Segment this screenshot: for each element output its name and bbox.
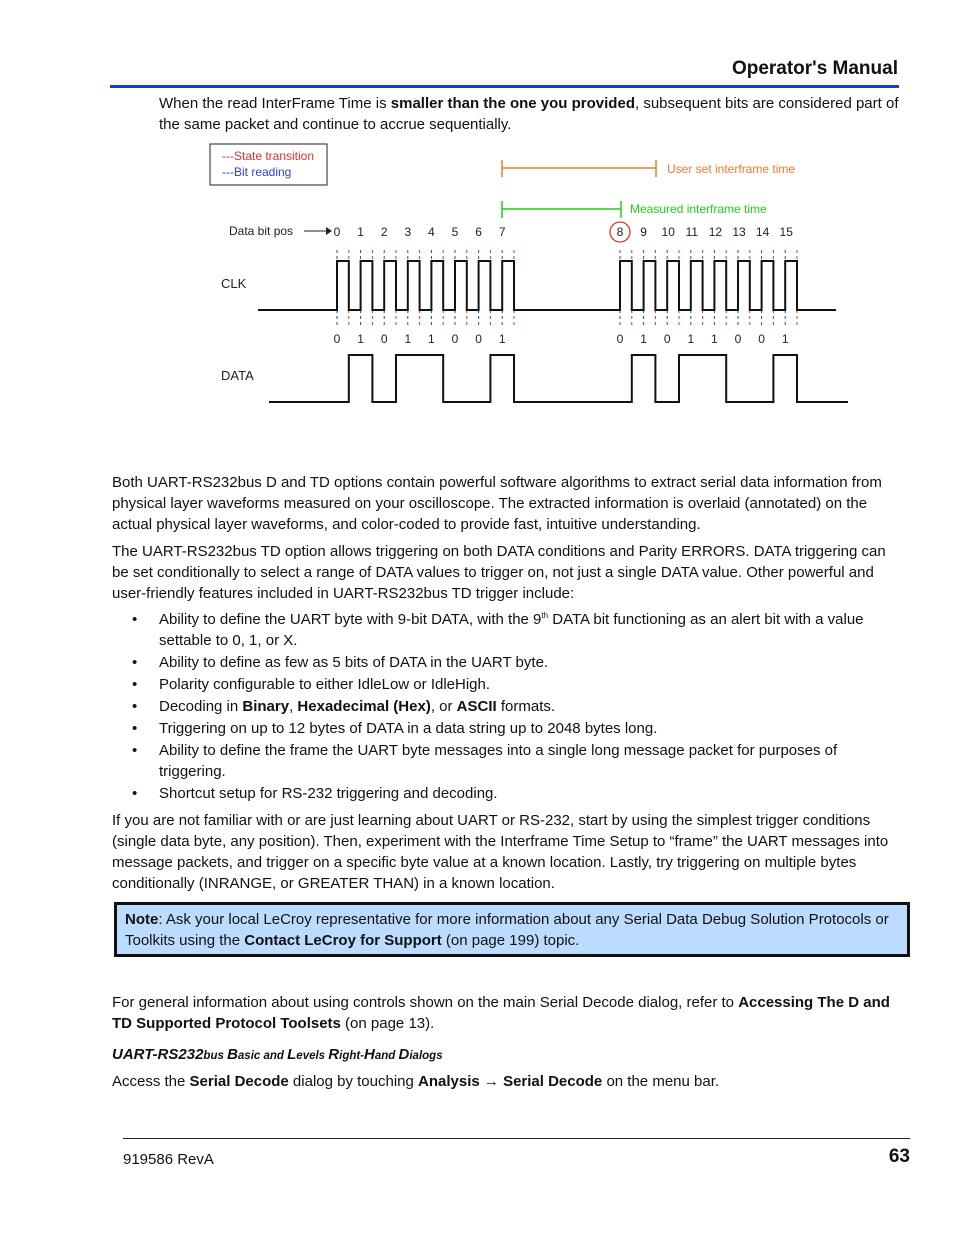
bit-position-label: 7: [498, 225, 506, 239]
bit-pos-arrow-icon: [326, 227, 332, 235]
list-item: • Ability to define as few as 5 bits of DATA in the UART byte.: [112, 652, 902, 673]
intro-paragraph: When the read InterFrame Time is smaller than the one you provided, subsequent bits are considered part of the same packet and continue to accrue sequentially.: [159, 95, 899, 133]
measured-interframe-label: Measured interframe time: [630, 202, 767, 216]
bit-position-label: 14: [755, 225, 770, 239]
bit-position-label: 11: [685, 225, 699, 239]
data-bit-value: 0: [734, 332, 742, 346]
bit-position-label: 10: [661, 225, 675, 239]
bit-position-label: 4: [428, 225, 435, 239]
note-label: Note: [125, 911, 159, 928]
data-bit-value: 0: [451, 332, 459, 346]
diagram-legend: [210, 144, 327, 185]
user-interframe-marker: [502, 160, 795, 177]
bit-position-label: 3: [404, 225, 412, 239]
data-bit-pos-label: Data bit pos: [229, 224, 294, 238]
data-bit-value: 0: [758, 332, 765, 346]
page-number: 63: [888, 1146, 910, 1167]
data-bit-value: 1: [687, 332, 695, 346]
data-bit-value: 1: [711, 332, 718, 346]
bit-position-labels: [334, 225, 794, 239]
paragraph-access: Access the Serial Decode dialog by touching Analysis → Serial Decode on the menu bar.: [112, 1073, 720, 1090]
accessing-toolsets-link[interactable]: Accessing The D and TD Supported Protocol Toolsets: [112, 994, 890, 1032]
data-bit-value: 0: [333, 332, 341, 346]
list-item: • Triggering on up to 12 bytes of DATA in a data string up to 2048 bytes long.: [112, 718, 902, 739]
bit-position-label: 9: [640, 225, 647, 239]
list-item: • Ability to define the UART byte with 9-bit DATA, with the 9th DATA bit functioning as an alert bit with a value settable to 0, 1, or X.: [112, 609, 902, 651]
paragraph-general-info: For general information about using controls shown on the main Serial Decode dialog, refer to Accessing The D and TD Supported Protocol Toolsets (on page 13).: [112, 994, 890, 1032]
data-bit-value: 0: [380, 332, 388, 346]
footer-rule: [123, 1138, 910, 1139]
clk-waveform: [258, 261, 836, 310]
data-waveform: [269, 355, 848, 402]
bit-position-label: 13: [732, 225, 746, 239]
bit-position-label: 1: [357, 225, 364, 239]
data-bit-value: 0: [475, 332, 482, 346]
data-bit-value: 1: [357, 332, 364, 346]
list-item: • Decoding in Binary, Hexadecimal (Hex), or ASCII formats.: [112, 696, 902, 717]
data-bit-value: 1: [640, 332, 647, 346]
legend-bit-reading: ---Bit reading: [222, 165, 292, 179]
paragraph-overview: Both UART-RS232bus D and TD options contain powerful software algorithms to extract serial data information from physical layer waveforms measured on your oscilloscope. The extracted information is overlaid (annotated) on the actual physical layer waveforms, and color-coded to provide fast, intuitive understanding.: [112, 474, 882, 533]
data-bit-value: 1: [404, 332, 412, 346]
data-bit-value: 1: [498, 332, 506, 346]
legend-state-transition: ---State transition: [222, 149, 315, 163]
paragraph-td-option: The UART-RS232bus TD option allows triggering on both DATA conditions and Parity ERRORS. DATA triggering can be set conditionally to select a range of DATA values to trigger on, not just a single DATA value. Other powerful and user-friendly features included in UART-RS232bus TD trigger include:: [112, 543, 886, 602]
bit-position-label: 12: [708, 225, 723, 239]
data-label: DATA: [221, 368, 254, 383]
measured-interframe-marker: [502, 201, 767, 218]
bit-position-label: 15: [779, 225, 793, 239]
document-revision: 919586 RevA: [123, 1151, 214, 1168]
clk-label: CLK: [221, 276, 247, 291]
paragraph-getting-started: If you are not familiar with or are just learning about UART or RS-232, start by using the simplest trigger conditions (single data byte, any position). Then, experiment with the Interframe Time Setup to “frame” the UART messages into message packets, and trigger on a specific byte value at a known location. Lastly, try triggering on multiple bytes conditionally (INRANGE, or GREATER THAN) in a known location.: [112, 812, 889, 892]
user-interframe-label: User set interframe time: [667, 162, 796, 176]
bit-position-label: 8: [616, 225, 624, 239]
bit-position-label: 2: [380, 225, 388, 239]
contact-support-link[interactable]: Contact LeCroy for Support: [244, 932, 442, 949]
data-bit-value: 1: [781, 332, 789, 346]
list-item: • Shortcut setup for RS-232 triggering and decoding.: [112, 783, 902, 804]
list-item: • Polarity configurable to either IdleLow or IdleHigh.: [112, 674, 902, 695]
header-rule: [110, 85, 899, 88]
data-bit-value: 1: [428, 332, 435, 346]
bit-position-label: 5: [451, 225, 459, 239]
uart-timing-diagram: [200, 138, 860, 418]
note-box: Note: Ask your local LeCroy representative for more information about any Serial Data Debug Solution Protocols or Toolkits using the Contact LeCroy for Support (on page 199) topic.: [114, 902, 910, 957]
list-item: • Ability to define the frame the UART byte messages into a single long message packet for purposes of triggering.: [112, 740, 902, 782]
bit-position-label: 0: [333, 225, 341, 239]
data-bit-value: 0: [616, 332, 624, 346]
transition-markers: [337, 250, 797, 328]
section-heading: UART-RS232bus Basic and Levels Right-Hand Dialogs: [112, 1046, 443, 1063]
data-bit-value: 0: [663, 332, 671, 346]
data-bit-values: [334, 332, 789, 346]
page-header-title: Operator's Manual: [731, 58, 898, 79]
feature-list: [112, 609, 902, 805]
bit-position-label: 6: [475, 225, 482, 239]
